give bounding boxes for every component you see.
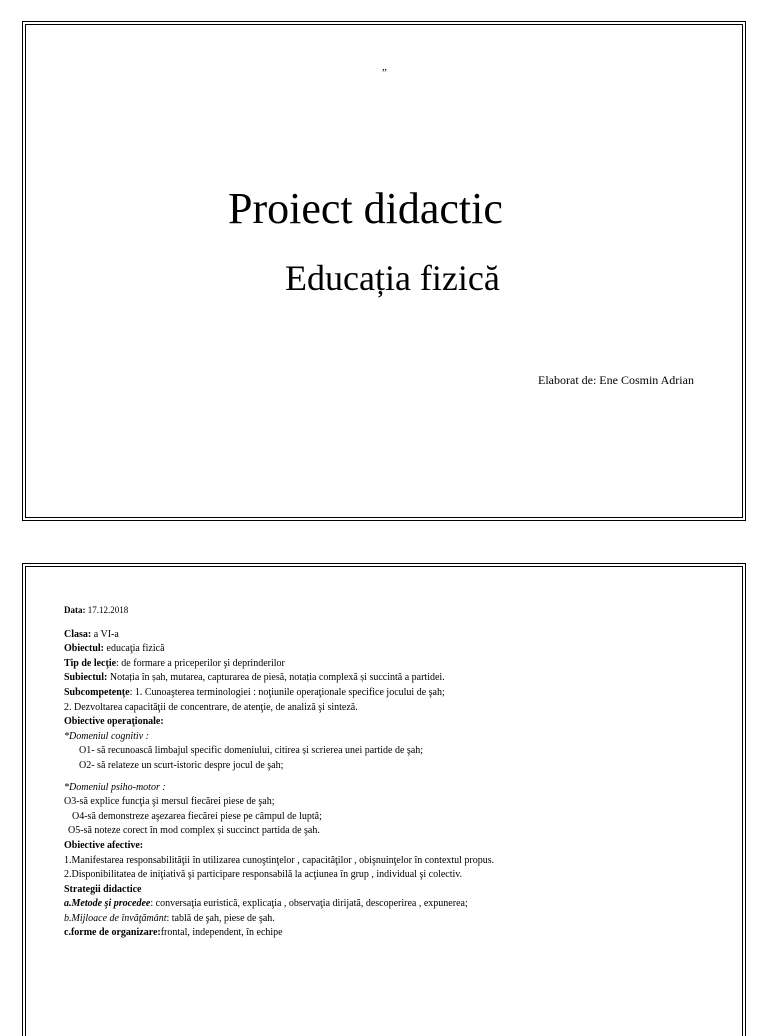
subject-label: Obiectul: <box>64 643 104 655</box>
subcompetences-label: Subcompetenţe <box>64 686 130 698</box>
forms-value: frontal, independent, în echipe <box>160 927 283 939</box>
cognitive-domain-label: *Domeniul cognitiv : <box>64 730 149 742</box>
methods-line <box>64 897 724 912</box>
author-line: Elaborat de: Ene Cosmin Adrian <box>538 373 694 387</box>
op-objectives-heading: Obiective operaţionale: <box>64 716 164 728</box>
quote-mark: „ <box>382 61 387 73</box>
subcompetences-line <box>64 686 724 701</box>
class-value: a VI-a <box>91 628 119 640</box>
topic-label: Subiectul: <box>64 672 108 684</box>
objective-o4: O4-să demonstreze aşezarea fiecărei piese pe câmpul de luptă; <box>72 810 322 822</box>
subcompetences-value-1: : 1. Cunoaşterea terminologiei : noţiunile operaţionale specifice jocului de şah; <box>129 686 445 698</box>
subject-line <box>64 642 724 657</box>
strategies-heading: Strategii didactice <box>64 883 142 895</box>
means-value: : tablă de şah, piese de şah. <box>166 912 275 924</box>
document-title: Proiect didactic <box>228 184 503 233</box>
date-value: 17.12.2018 <box>85 605 129 615</box>
objective-o5: O5-să noteze corect în mod complex și succinct partida de şah. <box>68 825 320 837</box>
objective-o1: O1- să recunoască limbajul specific domeniului, citirea și scrierea unei partide de şah; <box>79 745 424 757</box>
subcompetences-line-2: 2. Dezvoltarea capacităţii de concentrare, de atenţie, de analiză şi sinteză. <box>64 701 358 713</box>
forms-line <box>64 926 724 941</box>
methods-label: a.Metode şi procedee <box>64 898 151 910</box>
class-label: Clasa: <box>64 628 92 640</box>
class-line <box>64 628 724 643</box>
methods-value: : conversaţia euristică, explicaţia , observaţia dirijată, descoperirea , expunerea; <box>150 898 468 910</box>
cover-page <box>25 24 743 518</box>
date-label: Data: <box>64 605 86 615</box>
details-page <box>25 566 743 1036</box>
means-label: b.Mijloace de învăţământ <box>64 912 167 924</box>
means-line <box>64 912 724 927</box>
subject-value: educaţia fizică <box>104 643 165 655</box>
lesson-type-label: Tip de lecţie <box>64 657 117 669</box>
forms-label: c.forme de organizare: <box>64 927 161 939</box>
lesson-details <box>64 603 724 941</box>
affective-2: 2.Disponibilitatea de iniţiativă şi participare responsabilă la acţiunea în grup , individual şi colectiv. <box>64 869 463 881</box>
affective-1: 1.Manifestarea responsabilităţii în utilizarea cunoştinţelor , capacităţilor , obişnuinţelor în contextul propus. <box>64 854 495 866</box>
topic-line <box>64 671 724 686</box>
lesson-type-value: : de formare a priceperilor şi deprinderilor <box>116 657 285 669</box>
document-subtitle: Educația fizică <box>285 258 500 298</box>
lesson-type-line <box>64 657 724 672</box>
objective-o2: O2- să relateze un scurt-istoric despre jocul de şah; <box>79 759 284 771</box>
objective-o3: O3-să explice funcţia şi mersul fiecărei piese de şah; <box>64 796 275 808</box>
psychomotor-domain-label: *Domeniul psiho-motor : <box>64 781 166 793</box>
date-line <box>64 603 724 618</box>
affective-heading: Obiective afective: <box>64 839 144 851</box>
topic-value: Notația în șah, mutarea, capturarea de piesă, notația complexă și succintă a partidei. <box>107 672 445 684</box>
